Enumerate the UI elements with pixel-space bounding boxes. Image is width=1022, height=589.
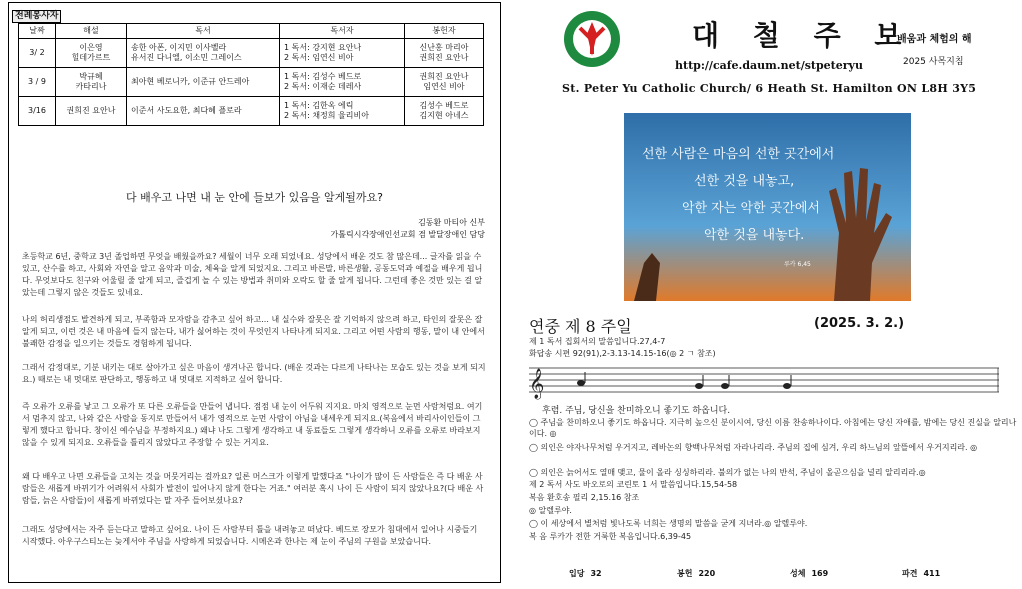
psalm-refrain: 후렴. 주님, 당신을 찬미하오니 좋기도 하옵니다. xyxy=(542,406,731,416)
row-readers-a: 이준서 사도요한, 최다혜 플로라 xyxy=(127,97,280,126)
row-readers-b: 1 독서: 김성수 베드로 2 독서: 이재순 데레사 xyxy=(280,68,405,97)
row-commentator: 권희진 요안나 xyxy=(56,97,127,126)
stat-value: 220 xyxy=(698,569,716,578)
music-staff xyxy=(529,362,999,402)
stat-communion xyxy=(790,568,828,579)
hero-reference: 루카 6,45 xyxy=(784,261,811,268)
schedule-header-commentator: 해설 xyxy=(56,24,127,39)
row-date: 3/16 xyxy=(19,97,56,126)
stat-offertory xyxy=(677,568,715,579)
stat-value: 411 xyxy=(923,569,941,578)
music-note xyxy=(783,383,791,389)
schedule-header-offertory: 봉헌자 xyxy=(405,24,484,39)
sunday-title: 연중 제 8 주일 xyxy=(529,317,632,336)
table-row xyxy=(19,97,484,126)
essay-title: 다 배우고 나면 내 눈 안에 들보가 있음을 알게될까요? xyxy=(126,191,383,204)
essay-paragraph: 즉 오류가 오류를 낳고 그 오류가 또 다른 오류들을 만들어 냅니다. 점점 내 눈이 어두워 지지요. 마치 영적으로 눈먼 사람처럼요. 여기서 멈추지 않고, 나와 같은 사람을 동지로 만들어서 내가 영적으로 눈먼 사람이 아님을 내세우게 되지요.(복음에서 바리사이인들이 그렇게 했다고 합니다. 창이신 예수님을 부정하지요.) 왜냐 나도 그렇게 생각하고 내 동료들도 그렇게 생각하니 오류를 오류로 바라보지 않을 수 있게 되지요. 오류들을 틀리지 않았다고 주장할 수 있는 거지요. xyxy=(22,402,483,447)
gospel: 복 음 루카가 전한 거룩한 복음입니다.6,39-45 xyxy=(529,532,692,541)
psalm-verse: ◯ 주님을 찬미하오니 좋기도 하옵니다. 지극히 높으신 분이시여, 당신 이름 찬송하나이다. 아침에는 당신 자애를, 밤에는 당신 진실을 알리나이다. ◎ xyxy=(529,418,1017,438)
year-theme-sub: 2025 사목지침 xyxy=(903,57,964,67)
row-readers-b: 1 독서: 강지현 요안나 2 독서: 임연신 비아 xyxy=(280,39,405,68)
schedule-header-readers-a: 독서 xyxy=(127,24,280,39)
hero-image xyxy=(624,113,911,301)
alleluia-heading: 복음 환호송 필리 2,15.16 참조 xyxy=(529,493,640,502)
schedule-header-row xyxy=(19,24,484,39)
stat-entrance xyxy=(569,568,602,579)
schedule-header-date: 날짜 xyxy=(19,24,56,39)
hero-line3: 악한 자는 악한 곳간에서 xyxy=(682,201,820,216)
bulletin-title: 대 철 주 보 xyxy=(692,19,914,52)
stat-label: 봉헌 xyxy=(677,569,693,578)
stat-recessional xyxy=(902,568,940,579)
psalm-verse: ◯ 의인은 야자나무처럼 우거지고, 레바논의 향백나무처럼 자라나리라. 주님의 집에 심겨, 우리 하느님의 앞뜰에서 우거지리라. ◎ xyxy=(529,443,978,452)
reading2: 제 2 독서 사도 바오로의 코린토 1 서 말씀입니다.15,54-58 xyxy=(529,480,738,489)
psalm: 화답송 시편 92(91),2-3.13-14.15-16(◎ 2 ㄱ 참조) xyxy=(529,349,716,358)
music-note xyxy=(577,380,585,386)
essay-paragraph: 왜 다 배우고 나면 오류들을 고치는 것을 머뭇거리는 걸까요? 일론 머스크가 이렇게 말했다죠 "나이가 많이 든 사람들은 즉 다 배운 사람들은 새롭게 바뀌기가 어려워서 사회가 발전이 일어나지 않게 한다는 거죠." 여러분 혹시 나이 든 사람이 되지 않았나요?(다 배운 사람들, 늙은 사람들)이 새롭게 바뀌었다는 말 자주 들어보셨나요? xyxy=(22,472,484,505)
row-commentator: 이은영 힐데가르트 xyxy=(56,39,127,68)
reading1: 제 1 독서 집회서의 말씀입니다.27,4-7 xyxy=(529,337,666,346)
music-note xyxy=(695,383,703,389)
table-row xyxy=(19,39,484,68)
row-offertory: 김성수 베드로 김지현 아네스 xyxy=(405,97,484,126)
row-offertory: 신난홍 마리아 권희진 요안나 xyxy=(405,39,484,68)
psalm-verse: ◯ 의인은 늙어서도 열매 맺고, 물이 올라 싱싱하리라. 불의가 없는 나의 반석, 주님이 올곧으심을 널리 알리리라.◎ xyxy=(529,468,926,477)
stat-value: 169 xyxy=(811,569,829,578)
hero-line1: 선한 사람은 마음의 선한 곳간에서 xyxy=(642,147,835,162)
treble-clef-icon: 𝄞 xyxy=(529,369,545,399)
row-date: 3 / 9 xyxy=(19,68,56,97)
alleluia-response: ◎ 알렐루야. xyxy=(529,506,572,515)
bulletin-url[interactable]: http://cafe.daum.net/stpeteryu xyxy=(675,59,863,72)
row-date: 3/ 2 xyxy=(19,39,56,68)
church-logo-icon xyxy=(563,10,621,68)
essay-paragraph: 초등학교 6년, 중학교 3년 졸업하면 무엇을 배웠을까요? 세월이 너무 오래 되었네요. 성당에서 배운 것도 참 많은데... 글자를 읽을 수 있고, 산수를 하고, 사회와 자연을 알고 음악과 미술, 체육을 알게 되었지요. 그리고 바른말, 바른생활, 공동도덕과 예절을 배우게 됩니다. 무엇보다도 친구와 어울릴 줄 알게 되고, 즐겁게 놀 수 있는 방법과 취미와 오락도 할 줄 알게 됩니다. 그런데 좋은 것만 있는 걸 알았는데 그렇지 않은 것들도 있네요. xyxy=(22,252,483,297)
hero-line2: 선한 것을 내놓고, xyxy=(694,174,795,189)
essay-paragraph: 그래서 감정대로, 기분 내키는 대로 살아가고 싶은 마음이 생겨나곤 합니다. (배운 것과는 다르게 나타나는 모습도 있는 것을 보게 되지요.) 때로는 내 멋대로 판단하고, 행동하고 내 멋대로 지적하고 싶어 합니다. xyxy=(22,363,486,384)
essay-paragraph: 나의 허리생점도 발견하게 되고, 부족함과 모자람을 감추고 싶어 하고... 내 실수와 잘못은 잘 기억하지 않으려 하고, 타인의 잘못은 잘 알게 되고, 이런 것은 내 마음에 들지 않는다, 내가 싫어하는 것이 무엇인지 나타나게 되지요. 그리고 어떤 사람의 행동, 말이 내 안에서 불쾌한 감정을 일으키는 것들도 경험하게 됩니다. xyxy=(22,315,485,348)
schedule-header-readers-b: 독서자 xyxy=(280,24,405,39)
year-theme: 배움과 체험의 해 xyxy=(897,34,972,45)
essay-paragraph: 그래도 성당에서는 자주 듣는다고 말하고 싶어요. 나이 든 사람부터 틀을 내려놓고 떠났다. 베드로 장모가 침대에서 일어나 시중들기 시작했다. 아우구스티노는 늦게서야 주님을 사랑하게 되었습니다. 시메온과 한나는 제 눈이 주님의 구원을 보았습니다. xyxy=(22,525,478,546)
essay-author: 김동환 마티아 신부 xyxy=(418,218,485,227)
row-readers-a: 최아현 베로니카, 이준규 안드레아 xyxy=(127,68,280,97)
sunday-date: (2025. 3. 2.) xyxy=(814,316,905,331)
essay-author-affiliation: 가톨릭시각장애인선교회 겸 발달장애인 담당 xyxy=(330,230,485,239)
stat-label: 성체 xyxy=(790,569,806,578)
alleluia-verse: ◯ 이 세상에서 별처럼 빛나도록 너희는 생명의 말씀을 굳게 지녀라.◎ 알렐루야. xyxy=(529,519,808,528)
row-offertory: 권희진 요안나 임연신 비아 xyxy=(405,68,484,97)
stat-label: 파견 xyxy=(902,569,918,578)
schedule-title: 전례봉사자 xyxy=(12,10,61,23)
stat-value: 32 xyxy=(590,569,602,578)
hero-line4: 악한 것을 내놓다. xyxy=(704,228,805,243)
church-address: St. Peter Yu Catholic Church/ 6 Heath St. Hamilton ON L8H 3Y5 xyxy=(562,82,977,95)
row-commentator: 박규혜 카타리나 xyxy=(56,68,127,97)
row-readers-b: 1 독서: 김한옥 에릭 2 독서: 채정희 율리비아 xyxy=(280,97,405,126)
table-row xyxy=(19,68,484,97)
row-readers-a: 송한 아폰, 이지민 이사벨라 유서진 다니엘, 이소민 그레이스 xyxy=(127,39,280,68)
stat-label: 입당 xyxy=(569,569,585,578)
music-note xyxy=(721,383,729,389)
schedule-table xyxy=(18,23,484,126)
